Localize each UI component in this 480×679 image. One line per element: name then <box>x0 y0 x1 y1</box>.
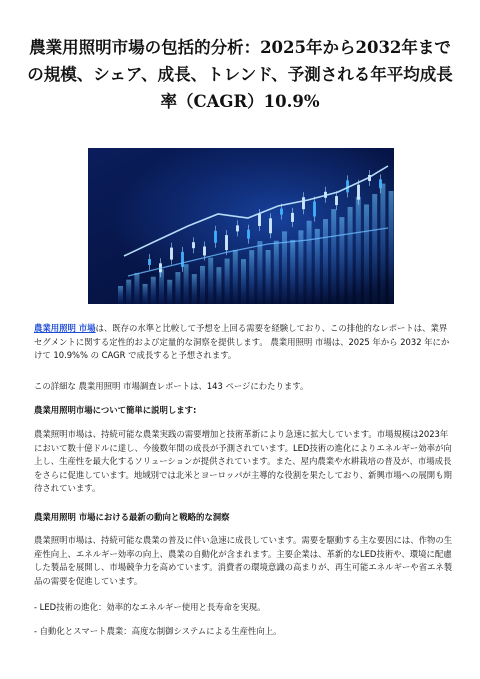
hero-candle <box>280 209 283 215</box>
hero-bar <box>134 273 139 304</box>
hero-bar <box>257 241 262 304</box>
bullet-item: - LED技術の進化：効率的なエネルギー使用と長寿命を実現。 <box>34 602 266 612</box>
hero-bar <box>372 194 377 304</box>
hero-bar <box>323 219 328 304</box>
hero-bar <box>233 250 238 304</box>
hero-bar <box>380 184 385 304</box>
bullet-item: - 自動化とスマート農業：高度な制御システムによる生産性向上。 <box>34 626 282 636</box>
hero-candle <box>170 248 173 260</box>
hero-image <box>88 148 394 304</box>
hero-candle <box>291 213 294 222</box>
hero-candle <box>313 202 316 217</box>
hero-bar <box>331 209 336 304</box>
hero-bar <box>315 229 320 304</box>
hero-bar <box>266 250 271 304</box>
hero-bar <box>126 280 131 304</box>
hero-candle <box>203 247 206 256</box>
hero-bar <box>192 274 197 304</box>
hero-bar <box>151 277 156 304</box>
section2-heading: 農業用照明 市場における最新の動向と戦略的な洞察 <box>34 512 230 522</box>
hero-bar <box>307 221 312 304</box>
hero-bar <box>249 250 254 304</box>
section1-paragraph: 農業照明市場は、持続可能な農業実践の需要増加と技術革新により急速に拡大しています。市場規模は2023年において数十億ドルに達し、今後数年間の成長が予測されています。LED技術の進化によりエネルギー効率が向上し、生産性を最大化するソリューションが提供されています。また、屋内農業や水耕栽培の普及が、市場成長をさらに促進しています。地域別では北米とヨーロッパが主導的な役割を果たしており、新興市場への展開も期待されています。 <box>34 429 452 494</box>
hero-candle <box>181 252 184 267</box>
pages-note: この詳細な 農業用照明 市場調査レポートは、143 ページにわたります。 <box>34 381 309 391</box>
hero-bar <box>241 259 246 304</box>
intro-text: は、既存の水準と比較して予想を上回る需要を経験しており、この排他的なレポートは、業界セグメントに関する定性的および定量的な洞察を提供します。 農業用照明 市場は、2025 年から 2032 年にかけて 10.9%% の CAGR で成長すると予想されます。 <box>34 323 450 361</box>
hero-candle <box>225 235 228 250</box>
hero-bar <box>274 241 279 304</box>
hero-bar <box>290 240 295 304</box>
hero-bar <box>339 217 344 304</box>
hero-bar <box>216 267 221 304</box>
hero-bar <box>208 258 213 304</box>
hero-candle <box>192 242 195 248</box>
hero-bar <box>184 264 189 304</box>
hero-candle <box>269 218 272 233</box>
hero-bar <box>364 204 369 304</box>
section2-paragraph: 農業照明市場は、持続可能な農業の普及に伴い急速に成長しています。需要を駆動する主な要因には、作物の生産性向上、エネルギー効率の向上、農業の自動化が含まれます。主要企業は、革新的なLED技術や、環境に配慮した製品を展開し、市場競争力を高めています。消費者の環境意識の高まりが、再生可能エネルギーや省エネ製品の需要を促進しています。 <box>34 535 453 586</box>
intro-paragraph <box>34 322 454 363</box>
hero-candle <box>148 259 151 265</box>
hero-candle <box>214 231 217 243</box>
hero-bar <box>159 269 164 304</box>
hero-bar <box>389 191 394 304</box>
section1-heading: 農業用照明市場について簡単に説明します: <box>34 405 197 415</box>
hero-bar <box>175 272 180 304</box>
document-title: 農業用照明市場の包括的分析：2025年から2032年までの規模、シェア、成長、トレンド、予測される年平均成長率（CAGR）10.9% <box>27 38 453 111</box>
hero-bar <box>143 284 148 304</box>
hero-candle <box>302 197 305 209</box>
hero-bar <box>200 266 205 304</box>
hero-candle <box>357 185 360 200</box>
hero-candle <box>236 225 239 231</box>
hero-bar <box>118 286 123 304</box>
hero-candle <box>247 230 250 239</box>
hero-bar <box>167 280 172 304</box>
hero-bar <box>225 259 230 304</box>
hero-candle <box>258 214 261 226</box>
hero-candle <box>335 196 338 205</box>
hero-bar <box>356 197 361 304</box>
market-link[interactable]: 農業用照明 市場 <box>34 323 96 333</box>
hero-bar <box>348 207 353 304</box>
hero-candle <box>379 179 382 188</box>
